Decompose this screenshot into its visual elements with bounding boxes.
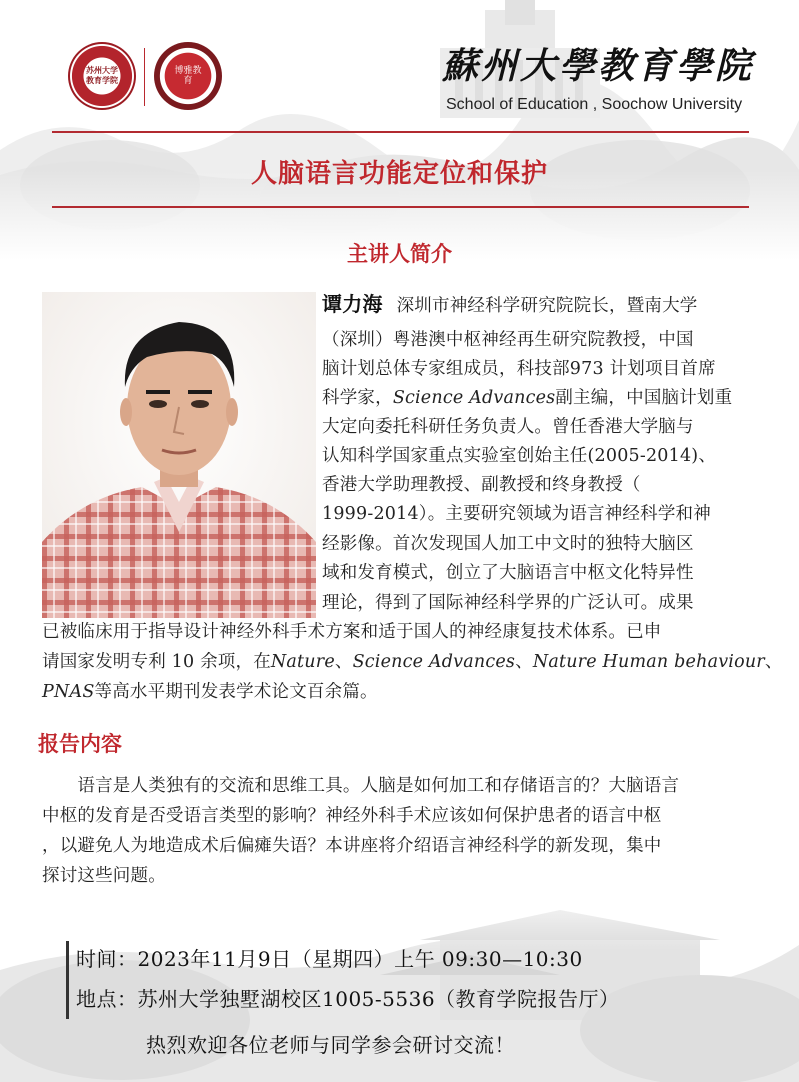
talk-line-1: 语言是人类独有的交流和思维工具。人脑是如何加工和存储语言的？大脑语言: [42, 776, 680, 796]
speaker-section-heading: 主讲人简介: [347, 242, 452, 266]
school-seal-logo: [154, 42, 222, 110]
school-name-english: School of Education , Soochow University: [446, 96, 743, 113]
bio-line-11: 理论，得到了国际神经科学界的广泛认可。成果: [322, 593, 694, 613]
bio-line-8: 1999-2014）。主要研究领域为语言神经科学和神: [322, 504, 711, 524]
bio-line-5: 大定向委托科研任务负责人。曾任香港大学脑与: [322, 417, 694, 437]
bio-text-13a: 请国家发明专利 10 余项，在: [42, 652, 271, 672]
talk-section-heading: 报告内容: [38, 732, 122, 756]
bio-line-6: 认知科学国家重点实验室创始主任(2005-2014)、: [322, 446, 717, 466]
bio-line-10: 域和发育模式，创立了大脑语言中枢文化特异性: [322, 563, 694, 583]
info-accent-bar: [66, 941, 69, 1019]
speaker-name: 谭力海: [322, 292, 383, 316]
title-rule-bottom: [52, 206, 749, 208]
event-welcome: 热烈欢迎各位老师与同学参会研讨交流！: [146, 1033, 515, 1057]
bio-text-4a: 科学家，: [322, 388, 393, 408]
bio-line-7: 香港大学助理教授、副教授和终身教授（: [322, 475, 641, 495]
journal-science-advances: Science Advances: [392, 388, 556, 408]
talk-line-3: ，以避免人为地造成术后偏瘫失语？本讲座将介绍语言神经科学的新发现，集中: [42, 836, 662, 856]
talk-line-4: 探讨这些问题。: [42, 866, 166, 886]
school-name-calligraphy: 蘇州大學教育學院: [442, 45, 755, 87]
logo-divider: [144, 48, 145, 106]
school-seal-text: 博雅教育: [174, 66, 202, 86]
bio-line-9: 经影像。首次发现国人加工中文时的独特大脑区: [322, 534, 694, 554]
title-rule-top: [52, 131, 749, 133]
bio-text-4b: 副主编，中国脑计划重: [555, 388, 733, 408]
bio-line-14: [42, 678, 378, 706]
journal-pnas: PNAS: [42, 682, 95, 702]
university-seal-text: 苏州大学教育学院: [86, 66, 118, 85]
separator: 、: [334, 652, 353, 672]
event-place: 地点：苏州大学独墅湖校区1005-5536（教育学院报告厅）: [76, 987, 620, 1011]
bio-line-3: 脑计划总体专家组成员，科技部973 计划项目首席: [322, 359, 716, 379]
talk-line-2: 中枢的发育是否受语言类型的影响？神经外科手术应该如何保护患者的语言中枢: [42, 806, 662, 826]
bio-line-2: （深圳）粤港澳中枢神经再生研究院教授，中国: [322, 330, 694, 350]
university-seal-logo: [68, 42, 136, 110]
speaker-portrait: [42, 292, 316, 618]
lecture-title: 人脑语言功能定位和保护: [250, 159, 548, 189]
separator: 、: [515, 652, 533, 672]
bio-line-1: [322, 290, 698, 320]
bio-text-14: 等高水平期刊发表学术论文百余篇。: [94, 682, 378, 702]
bio-text-1: 深圳市神经科学研究院院长，暨南大学: [396, 296, 698, 316]
journal-nature-human-behaviour: Nature Human behaviour: [532, 652, 765, 672]
bio-line-12: 已被临床用于指导设计神经外科手术方案和适于国人的神经康复技术体系。已申: [42, 622, 662, 642]
journal-science-advances-2: Science Advances: [352, 652, 516, 672]
separator: 、: [764, 652, 783, 672]
bio-line-4: [322, 384, 732, 412]
campus-ink-painting-top: [0, 0, 799, 260]
journal-nature: Nature: [270, 652, 335, 672]
event-time: 时间：2023年11月9日（星期四）上午 09:30—10:30: [76, 947, 583, 971]
bio-line-13: [42, 648, 783, 676]
